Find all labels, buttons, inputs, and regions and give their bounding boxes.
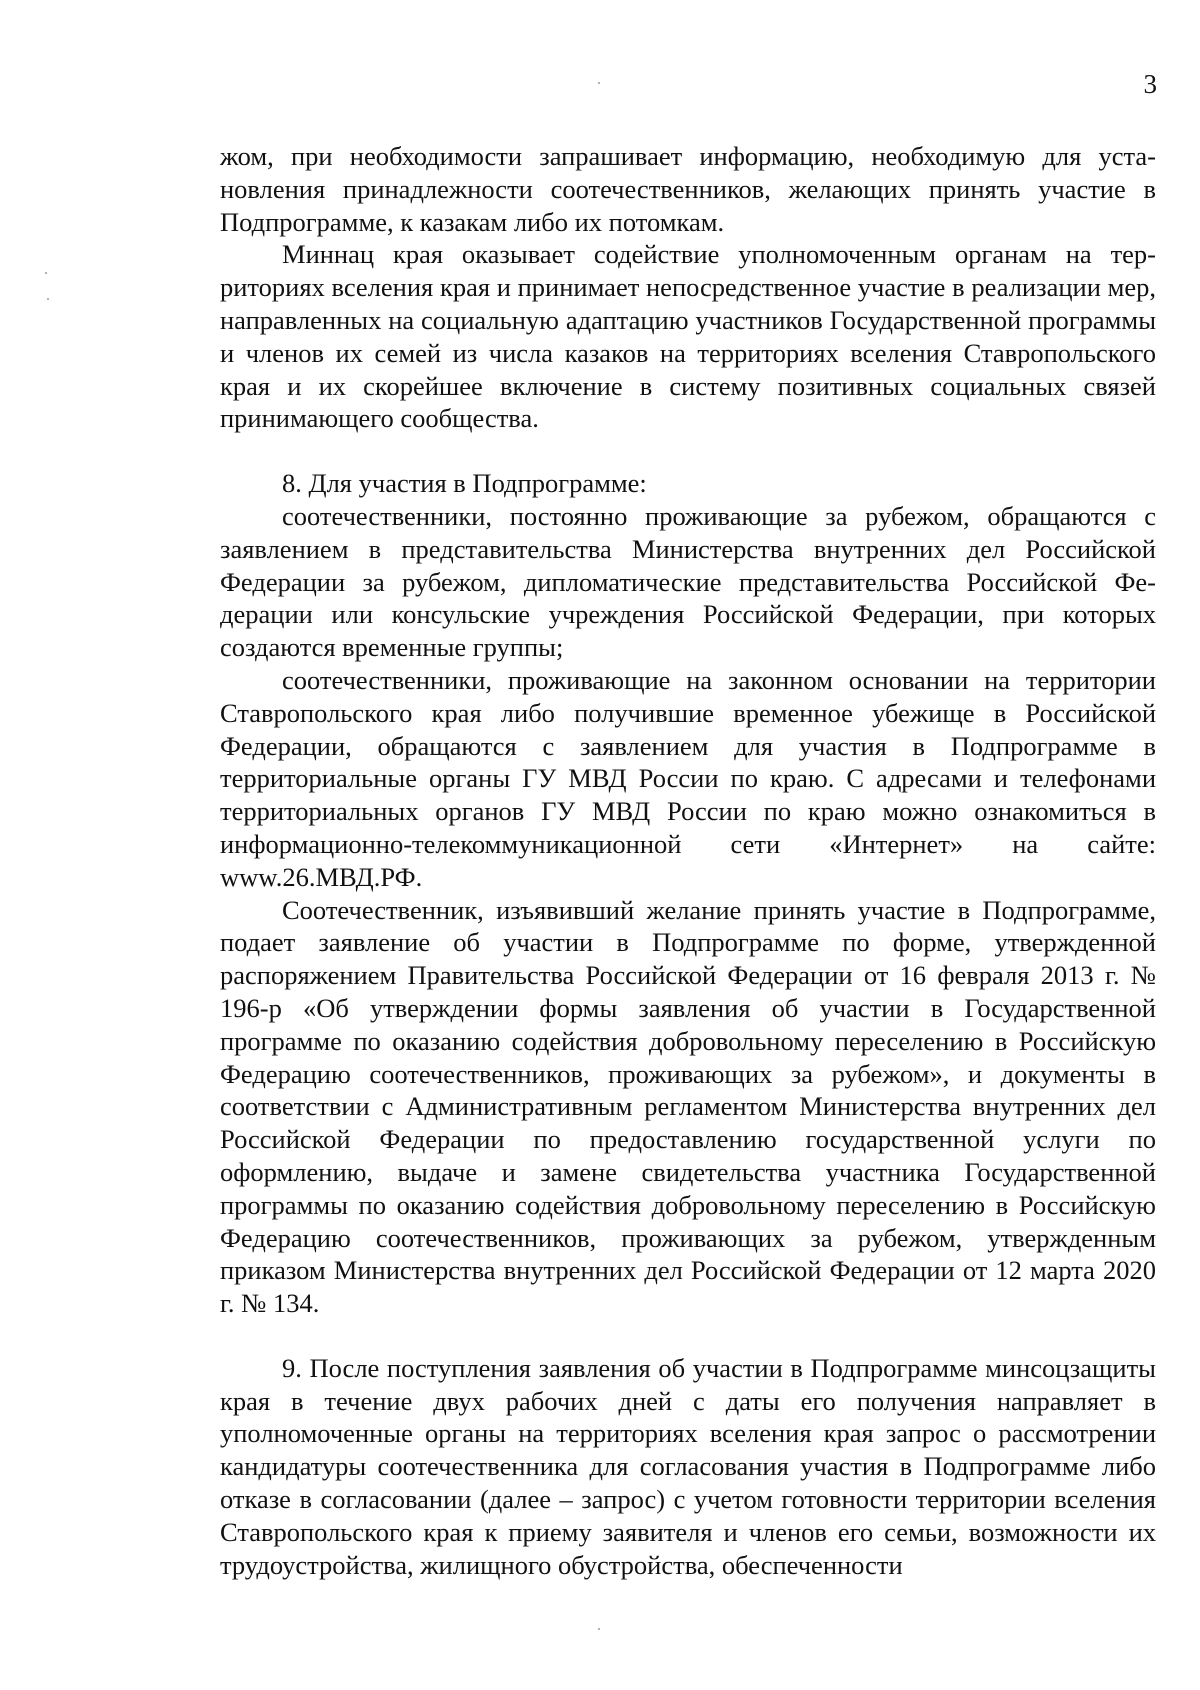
scan-speck <box>598 1628 600 1630</box>
paragraph-compatriots-abroad: соотечественники, постоянно проживающие за рубежом, обращаются с заявлением в представительства Министерства внутренних дел Российской Федерации за рубежом, дипломатические представительства Российской Федерации или консульские учреждения Российской Федерации, при которых создаются временные группы; <box>220 500 1156 663</box>
scan-speck <box>598 82 600 84</box>
paragraph-section-8-heading: 8. Для участия в Подпрограмме: <box>282 468 647 499</box>
paragraph-minnats-assistance: Миннац края оказывает содействие уполномоченным органам на территориях вселения края и принимает непосредственное участие в реализации мер, направленных на социальную адаптацию участников Государственной программы и членов их семей из числа казаков на территориях вселения Ставропольского края и их скорейшее включение в систему позитивных социальных связей принимающего сообщества. <box>220 239 1156 434</box>
page-number: 3 <box>1143 69 1157 99</box>
document-body <box>220 140 1156 1581</box>
paragraph-section-9: 9. После поступления заявления об участии в Подпрограмме минсоцзащиты края в течение двух рабочих дней с даты его получения направляет в уполномоченные органы на территориях вселения края запрос о рассмотрении кандидатуры соотечественника для согласования участия в Подпрограмме либо отказе в согласовании (далее – запрос) с учетом готовности территории вселения Ставропольского края к приему заявителя и членов его семьи, возможности их трудоустройства, жилищного обустройства, обеспеченности <box>220 1352 1156 1580</box>
paragraph-application-form: Соотечественник, изъявивший желание принять участие в Подпрограмме, подает заявление об участии в Подпрограмме по форме, утвержденной распоряжением Правительства Российской Федерации от 16 февраля 2013 г. № 196-р «Об утверждении формы заявления об участии в Государственной программе по оказанию содействия добровольному переселению в Российскую Федерацию соотечественников, проживающих за рубежом», и документы в соответствии с Административным регламентом Министерства внутренних дел Российской Федерации по предоставлению государственной услуги по оформлению, выдаче и замене свидетельства участника Государственной программы по оказанию содействия добровольному переселению в Российскую Федерацию соотечественников, проживающих за рубежом, утвержденным приказом Министерства внутренних дел Российской Федерации от 12 марта 2020 г. № 134. <box>220 894 1156 1319</box>
paragraph-continuation: жом, при необходимости запрашивает информацию, необходимую для установления принадлежности соотечественников, желающих принять участие в Подпрограмме, к казакам либо их потомкам. <box>220 141 1156 237</box>
scan-speck <box>45 272 47 274</box>
scan-speck <box>47 298 49 300</box>
paragraph-compatriots-in-region: соотечественники, проживающие на законном основании на территории Ставропольского края либо получившие временное убежище в Российской Федерации, обращаются с заявлением для участия в Подпрограмме в территориальные органы ГУ МВД России по краю. С адресами и телефонами территориальных органов ГУ МВД России по краю можно ознакомиться в информационно-телекоммуникационной сети «Интернет» на сайте: www.26.МВД.РФ. <box>220 664 1156 892</box>
